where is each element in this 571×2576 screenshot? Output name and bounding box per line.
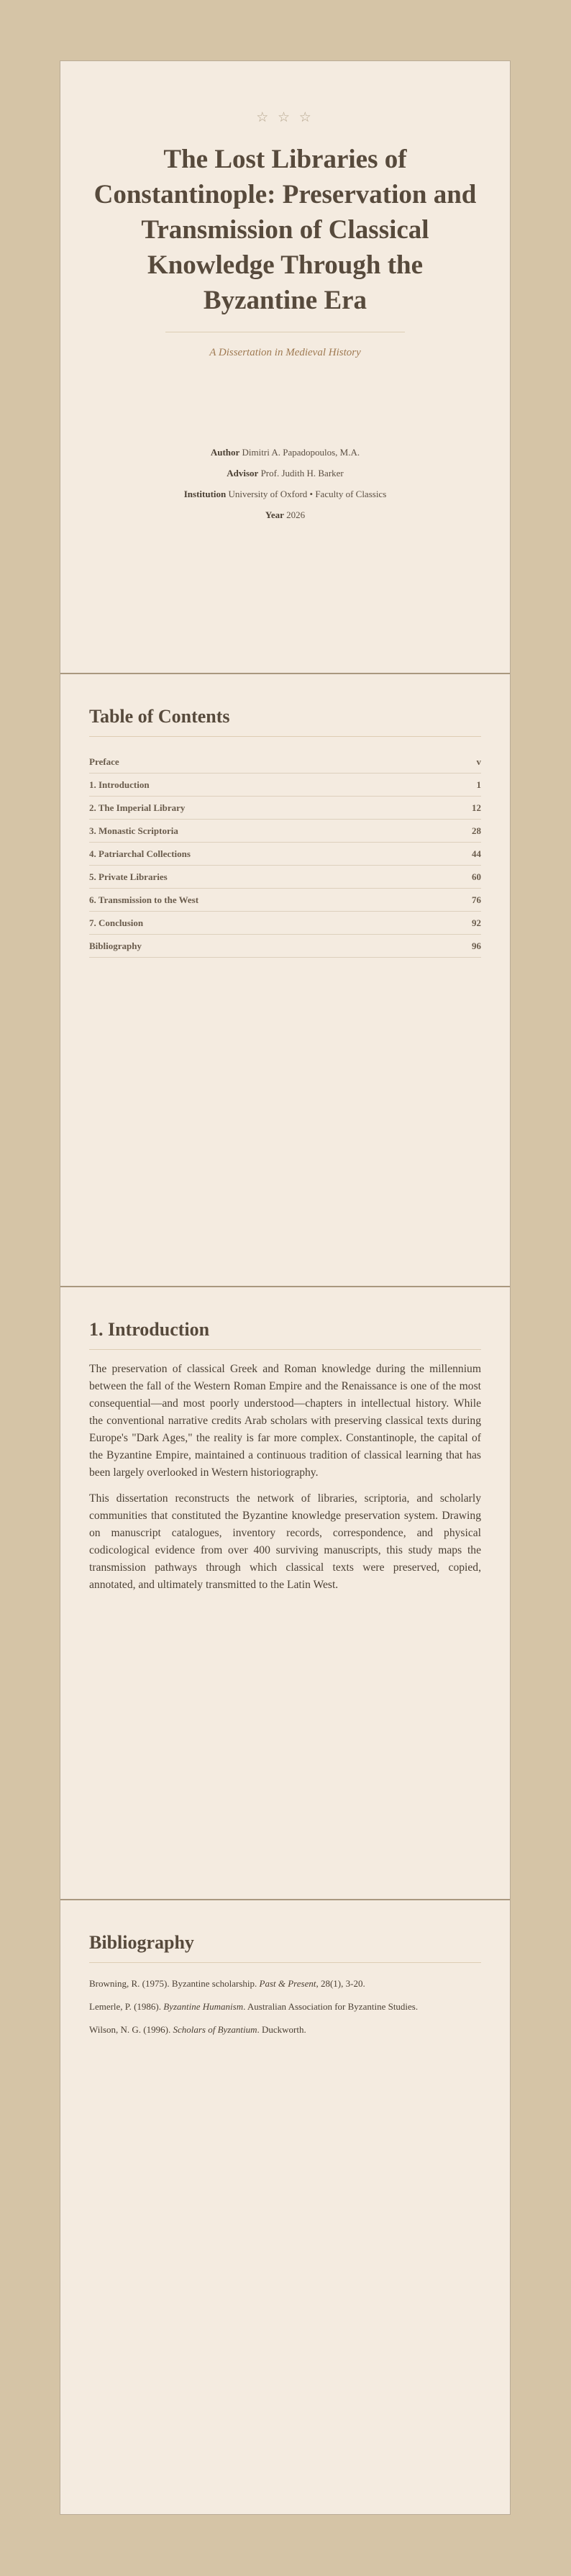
toc-entry[interactable] (89, 935, 481, 958)
meta-value: 2026 (286, 509, 306, 520)
toc-entry-page: 92 (472, 917, 481, 928)
toc-entry-page: 44 (472, 848, 481, 859)
document (60, 60, 511, 2515)
toc-entry-label: Bibliography (89, 940, 142, 951)
toc-entry[interactable] (89, 912, 481, 935)
citation-text: . Duckworth. (257, 2024, 306, 2035)
citation-text: Wilson, N. G. (1996). (89, 2024, 173, 2035)
citation-title: Scholars of Byzantium (173, 2024, 257, 2035)
toc-entry-page: 28 (472, 825, 481, 836)
toc-entry-label: 1. Introduction (89, 779, 150, 790)
meta-advisor (60, 468, 510, 479)
dissertation-title: The Lost Libraries of Constantinople: Preservation and Transmission of Classical Knowledge Through the Byzantine Era (93, 145, 477, 315)
toc-entry-label: 4. Patriarchal Collections (89, 848, 191, 859)
toc-entry-page: 1 (476, 779, 481, 790)
meta-year (60, 509, 510, 521)
toc-entry[interactable] (89, 750, 481, 774)
citation-title: Byzantine Humanism (163, 2001, 244, 2012)
meta-label: Institution (183, 489, 227, 499)
toc-entry[interactable] (89, 797, 481, 820)
toc-entry-page: 60 (472, 871, 481, 882)
meta-author (60, 447, 510, 458)
toc-entry[interactable] (89, 774, 481, 797)
citation-text: Lemerle, P. (1986). (89, 2001, 164, 2012)
introduction-heading: 1. Introduction (89, 1319, 481, 1350)
toc-entry-label: 6. Transmission to the West (89, 894, 199, 905)
toc-entry[interactable] (89, 843, 481, 866)
introduction-body (89, 1361, 481, 1602)
paragraph: The preservation of classical Greek and Roman knowledge during the millennium between the fall of the Western Roman Empire and the Renaissance is one of the most consequential—and most poorly understood—chapters in intellectual history. While the conventional narrative credits Arab scholars with preserving classical texts during Europe's "Dark Ages," the reality is far more complex. Constantinople, the capital of the Byzantine Empire, maintained a continuous tradition of classical learning that has been largely overlooked in Western historiography. (89, 1363, 481, 1479)
toc-entry-page: v (476, 756, 481, 767)
dissertation-subtitle: A Dissertation in Medieval History (209, 347, 361, 358)
meta-value: Dimitri A. Papadopoulos, M.A. (242, 447, 360, 458)
meta-value: Prof. Judith H. Barker (260, 468, 344, 479)
toc-entry[interactable] (89, 866, 481, 889)
toc-entry-label: 5. Private Libraries (89, 871, 168, 882)
toc-entry-label: 3. Monastic Scriptoria (89, 825, 178, 836)
toc-entry-page: 76 (472, 894, 481, 905)
bibliography-entry (89, 2001, 481, 2012)
toc-entry[interactable] (89, 820, 481, 843)
paragraph: This dissertation reconstructs the network of libraries, scriptoria, and scholarly communities that constituted the Byzantine knowledge preservation system. Drawing on manuscript catalogues, inventory records, correspondence, and physical codicological evidence from over 400 surviving manuscripts, this study maps the transmission pathways through which classical texts were preserved, copied, annotated, and ultimately transmitted to the Latin West. (89, 1492, 481, 1591)
star-ornament-icon: ☆ ☆ ☆ (256, 110, 314, 125)
citation-title: Past & Present (259, 1978, 316, 1989)
toc-page (60, 674, 510, 1287)
bibliography-list (89, 1978, 481, 2047)
toc-heading: Table of Contents (89, 706, 481, 737)
toc-entry-label: 7. Conclusion (89, 917, 144, 928)
meta-label: Advisor (227, 468, 259, 479)
meta-label: Author (210, 447, 240, 458)
introduction-page (60, 1287, 510, 1900)
citation-text: Browning, R. (1975). Byzantine scholarship. (89, 1978, 260, 1989)
title-page (60, 61, 510, 674)
bibliography-entry (89, 2024, 481, 2035)
citation-text: . Australian Association for Byzantine Studies. (243, 2001, 419, 2012)
meta-institution (60, 489, 510, 500)
toc-entry-page: 96 (472, 940, 481, 951)
bibliography-heading: Bibliography (89, 1932, 481, 1963)
toc-list (89, 750, 481, 958)
toc-entry-page: 12 (472, 802, 481, 813)
citation-text: , 28(1), 3-20. (316, 1978, 365, 1989)
meta-value: University of Oxford • Faculty of Classics (228, 489, 387, 499)
bibliography-entry (89, 1978, 481, 1989)
bibliography-page (60, 1900, 510, 2516)
meta-label: Year (265, 509, 284, 520)
toc-entry-label: Preface (89, 756, 119, 767)
toc-entry[interactable] (89, 889, 481, 912)
toc-entry-label: 2. The Imperial Library (89, 802, 186, 813)
